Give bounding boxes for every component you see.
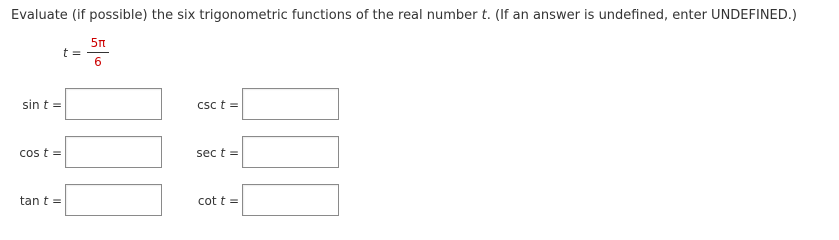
cos-label	[19, 146, 62, 160]
given-t-label	[63, 46, 82, 60]
sec-equals: =	[225, 146, 239, 160]
tan-label	[20, 194, 62, 208]
csc-answer-input[interactable]	[242, 88, 339, 120]
cot-label	[198, 194, 239, 208]
fraction-denominator: 6	[94, 55, 102, 69]
tan-fn-name: tan	[19, 194, 40, 208]
sec-answer-input[interactable]	[242, 136, 339, 168]
tan-variable: t	[43, 194, 49, 208]
csc-fn-name: csc	[197, 98, 217, 112]
cot-variable: t	[220, 194, 226, 208]
cot-fn-name: cot	[197, 194, 217, 208]
sec-label	[196, 146, 239, 160]
given-fraction	[87, 36, 109, 69]
sin-equals: =	[48, 98, 62, 112]
cos-equals: =	[48, 146, 62, 160]
fraction-numerator: 5π	[90, 36, 106, 50]
tan-answer-input[interactable]	[65, 184, 162, 216]
fraction-bar	[87, 52, 109, 53]
given-variable: t	[63, 46, 68, 60]
tan-equals: =	[48, 194, 62, 208]
csc-variable: t	[220, 98, 226, 112]
sin-fn-name: sin	[22, 98, 40, 112]
sec-variable: t	[220, 146, 226, 160]
sec-fn-name: sec	[196, 146, 217, 160]
cot-equals: =	[225, 194, 239, 208]
cot-answer-input[interactable]	[242, 184, 339, 216]
cos-variable: t	[43, 146, 49, 160]
cos-fn-name: cos	[19, 146, 40, 160]
instructions-pre: Evaluate (if possible) the six trigonometric functions of the real number	[11, 8, 482, 23]
sin-label	[22, 98, 62, 112]
csc-equals: =	[225, 98, 239, 112]
sin-answer-input[interactable]	[65, 88, 162, 120]
cos-answer-input[interactable]	[65, 136, 162, 168]
instructions-variable: t	[481, 8, 487, 23]
csc-label	[197, 98, 239, 112]
instructions-text	[11, 8, 797, 24]
sin-variable: t	[43, 98, 49, 112]
given-equals: =	[67, 46, 82, 60]
instructions-post: . (If an answer is undefined, enter UNDEFINED.)	[486, 8, 797, 23]
